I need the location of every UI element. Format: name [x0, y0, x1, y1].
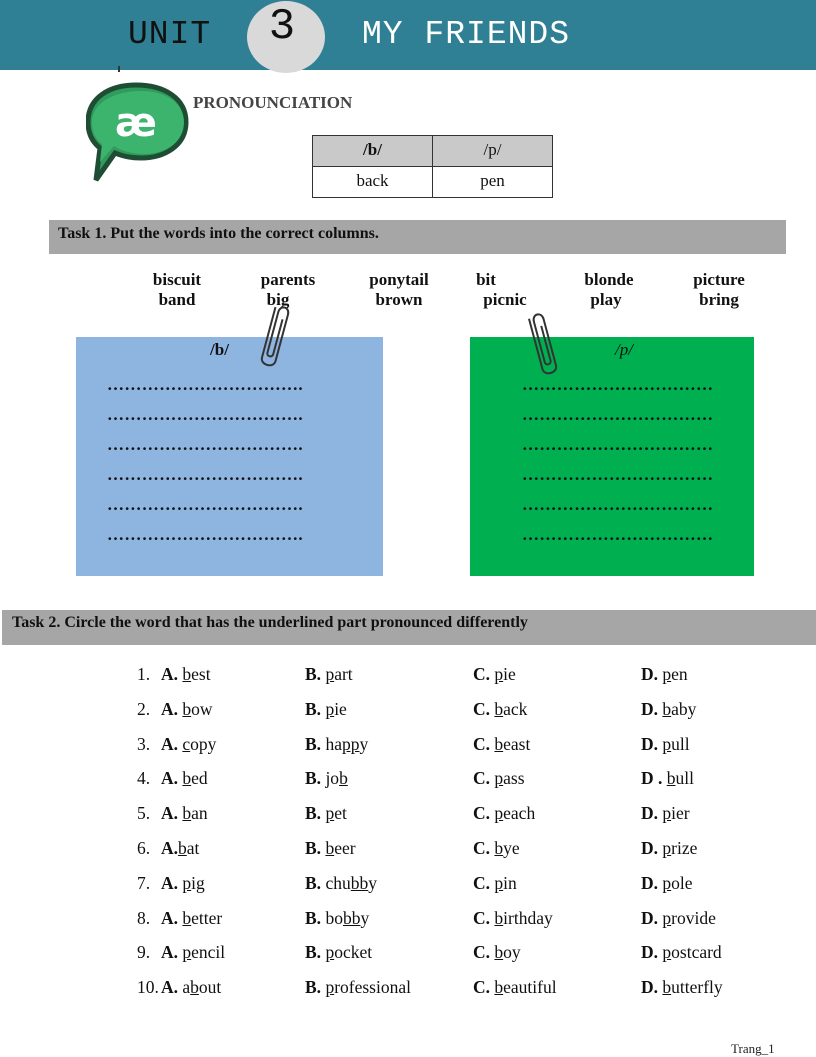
paperclip-icon: [524, 308, 562, 385]
option-letter: C.: [473, 803, 491, 824]
question-number: 7.: [137, 872, 151, 893]
underlined-part: pp: [341, 733, 360, 754]
table-cell-p-example: pen: [433, 167, 553, 198]
underlined-part: b: [182, 664, 192, 684]
word-item: bit: [476, 270, 496, 289]
word-suffix: ole: [671, 872, 693, 893]
option-c[interactable]: [473, 977, 557, 998]
option-letter: D.: [641, 664, 659, 684]
word-suffix: en: [671, 664, 688, 684]
option-letter: A.: [161, 977, 179, 998]
underlined-part: b: [494, 838, 504, 858]
underlined-part: b: [190, 977, 199, 998]
word-suffix: ostcard: [671, 942, 722, 963]
option-a[interactable]: [161, 734, 216, 755]
option-letter: D.: [641, 942, 659, 963]
option-letter: B.: [305, 664, 322, 684]
underlined-part: p: [662, 803, 672, 824]
underlined-part: b: [494, 907, 504, 928]
word-suffix: ed: [191, 768, 208, 789]
option-letter: D.: [641, 838, 659, 858]
underlined-part: b: [182, 768, 192, 789]
sound-example-table: [312, 135, 553, 198]
option-letter: A.: [161, 803, 179, 824]
option-d[interactable]: [641, 803, 690, 824]
answer-blank[interactable]: …………………………….: [107, 435, 304, 454]
underlined-part: p: [494, 803, 504, 824]
option-d[interactable]: [641, 873, 693, 894]
underlined-part: b: [182, 803, 192, 824]
option-letter: C.: [473, 733, 491, 754]
unit-label: UNIT: [128, 16, 212, 53]
question-number: 9.: [137, 942, 151, 963]
word-prefix: bo: [325, 907, 343, 928]
option-b[interactable]: [305, 838, 356, 859]
option-a[interactable]: [161, 977, 221, 998]
question-number: 8.: [137, 907, 151, 928]
option-letter: C.: [473, 872, 491, 893]
option-d[interactable]: [641, 977, 723, 998]
task1-header: [49, 220, 786, 254]
option-letter: B.: [305, 733, 322, 754]
word-suffix: an: [191, 803, 208, 824]
option-c[interactable]: [473, 942, 521, 963]
word-suffix: east: [503, 733, 531, 754]
option-letter: D.: [641, 977, 659, 998]
option-letter: C.: [473, 664, 491, 684]
underlined-part: p: [662, 907, 672, 928]
option-b[interactable]: [305, 942, 372, 963]
underlined-part: b: [325, 838, 335, 858]
underlined-part: bb: [342, 907, 361, 928]
option-a[interactable]: [161, 838, 199, 859]
option-b[interactable]: [305, 699, 347, 720]
option-d[interactable]: [641, 908, 716, 929]
task2-header: [2, 610, 816, 645]
underlined-part: bb: [350, 872, 369, 893]
option-letter: B.: [305, 768, 322, 789]
option-letter: B.: [305, 803, 322, 824]
underlined-part: b: [494, 698, 504, 719]
word-item: biscuit: [152, 270, 202, 289]
word-item: parents: [260, 270, 316, 289]
answer-blank[interactable]: ……………………………: [522, 525, 714, 544]
word-suffix: ie: [503, 664, 516, 684]
word-suffix: est: [191, 664, 211, 684]
word-prefix: chu: [325, 872, 351, 893]
option-letter: D .: [641, 768, 663, 789]
underlined-part: p: [182, 942, 192, 963]
option-b[interactable]: [305, 908, 369, 929]
word-suffix: ye: [503, 838, 520, 858]
word-suffix: irthday: [503, 907, 553, 928]
option-letter: A.: [161, 664, 179, 684]
underlined-part: b: [662, 977, 672, 998]
table-cell-b-example: back: [313, 167, 433, 198]
option-letter: B.: [305, 977, 322, 998]
option-letter: A.: [161, 733, 179, 754]
underlined-part: p: [325, 942, 335, 963]
option-c[interactable]: [473, 908, 553, 929]
unit-banner: [0, 0, 816, 70]
question-number: 1.: [137, 664, 151, 684]
option-letter: B.: [305, 838, 322, 858]
word-prefix: jo: [325, 768, 340, 789]
option-b[interactable]: [305, 803, 347, 824]
underlined-part: p: [662, 733, 672, 754]
word-suffix: ow: [191, 698, 213, 719]
option-b[interactable]: [305, 977, 411, 998]
word-suffix: rofessional: [334, 977, 411, 998]
word-suffix: rovide: [671, 907, 716, 928]
page-label: Trang_1: [731, 1041, 775, 1056]
b-sound-column: [76, 337, 383, 576]
section-title: PRONOUNCIATION: [193, 93, 353, 112]
option-letter: D.: [641, 872, 659, 893]
option-letter: C.: [473, 977, 491, 998]
underlined-part: b: [494, 977, 504, 998]
option-a[interactable]: [161, 768, 208, 789]
answer-blank[interactable]: …………………………….: [107, 495, 304, 514]
table-header-p: /p/: [433, 136, 553, 167]
question-number: 2.: [137, 698, 151, 719]
option-b[interactable]: [305, 768, 348, 789]
option-letter: B.: [305, 907, 322, 928]
question-number: 5.: [137, 803, 151, 824]
word-suffix: y: [360, 907, 370, 928]
table-header-b: /b/: [313, 136, 433, 167]
underlined-part: p: [662, 838, 672, 858]
word-item: blonde: [584, 270, 634, 289]
word-suffix: ig: [191, 872, 205, 893]
underlined-part: p: [325, 803, 335, 824]
underlined-part: p: [182, 872, 192, 893]
option-c[interactable]: [473, 768, 525, 789]
word-item: ponytail: [369, 270, 429, 289]
option-letter: A.: [161, 907, 179, 928]
answer-blank[interactable]: ……………………………: [522, 375, 714, 394]
underlined-part: b: [339, 768, 348, 789]
option-letter: D.: [641, 733, 659, 754]
option-c[interactable]: [473, 838, 520, 859]
option-c[interactable]: [473, 699, 527, 720]
option-c[interactable]: [473, 734, 530, 755]
option-letter: D.: [641, 907, 659, 928]
divider-tick: [118, 66, 120, 72]
underlined-part: b: [182, 907, 192, 928]
answer-blank[interactable]: ……………………………: [522, 465, 714, 484]
word-suffix: ass: [503, 768, 525, 789]
option-letter: B.: [305, 942, 322, 963]
option-letter: A.: [161, 698, 179, 719]
paperclip-icon: [256, 300, 294, 377]
word-suffix: etter: [191, 907, 223, 928]
word-suffix: eautiful: [503, 977, 557, 998]
word-suffix: et: [334, 803, 347, 824]
p-column-label: /p/: [615, 340, 633, 359]
word-suffix: at: [186, 838, 200, 858]
word-suffix: ocket: [334, 942, 373, 963]
b-column-label: /b/: [210, 340, 229, 359]
word-suffix: ier: [671, 803, 690, 824]
option-a[interactable]: [161, 942, 225, 963]
word-suffix: opy: [190, 733, 217, 754]
option-a[interactable]: [161, 699, 213, 720]
underlined-part: p: [494, 664, 504, 684]
option-letter: D.: [641, 698, 659, 719]
word-suffix: eer: [334, 838, 356, 858]
option-d[interactable]: [641, 768, 694, 789]
question-number: 3.: [137, 733, 151, 754]
option-d[interactable]: [641, 942, 722, 963]
option-letter: C.: [473, 907, 491, 928]
option-d[interactable]: [641, 734, 690, 755]
option-letter: C.: [473, 942, 491, 963]
answer-blank[interactable]: ……………………………: [522, 435, 714, 454]
underlined-part: p: [662, 872, 672, 893]
word-prefix: a: [182, 977, 191, 998]
option-letter: B.: [305, 872, 322, 893]
option-letter: D.: [641, 803, 659, 824]
word-item: play: [590, 290, 622, 309]
underlined-part: p: [325, 664, 335, 684]
option-letter: C.: [473, 698, 491, 719]
option-b[interactable]: [305, 734, 368, 755]
word-suffix: oy: [503, 942, 521, 963]
option-letter: A.: [161, 942, 179, 963]
word-suffix: ack: [503, 698, 528, 719]
underlined-part: b: [182, 698, 192, 719]
ae-symbol: æ: [115, 100, 157, 146]
word-suffix: y: [359, 733, 369, 754]
word-suffix: each: [503, 803, 536, 824]
task2-title: Task 2. Circle the word that has the underlined part pronounced differently: [12, 614, 528, 631]
option-d[interactable]: [641, 699, 696, 720]
option-a[interactable]: [161, 803, 208, 824]
option-c[interactable]: [473, 803, 535, 824]
word-suffix: ull: [675, 768, 694, 789]
task1-title: Task 1. Put the words into the correct columns.: [58, 225, 379, 242]
option-d[interactable]: [641, 838, 697, 859]
underlined-part: p: [494, 768, 504, 789]
underlined-part: p: [494, 872, 504, 893]
word-item: picture: [693, 270, 745, 289]
answer-blank[interactable]: …………………………….: [107, 465, 304, 484]
word-suffix: aby: [671, 698, 697, 719]
answer-blank[interactable]: …………………………….: [107, 405, 304, 424]
option-letter: C.: [473, 838, 491, 858]
unit-title: MY FRIENDS: [362, 16, 571, 53]
word-item: picnic: [483, 290, 527, 309]
underlined-part: b: [494, 942, 504, 963]
question-number: 4.: [137, 768, 151, 789]
option-letter: A.: [161, 838, 179, 858]
underlined-part: b: [666, 768, 676, 789]
underlined-part: p: [325, 977, 335, 998]
word-suffix: encil: [191, 942, 226, 963]
option-b[interactable]: [305, 873, 377, 894]
underlined-part: p: [662, 664, 672, 684]
word-item: bring: [699, 290, 739, 309]
option-a[interactable]: [161, 664, 211, 685]
word-item: brown: [375, 290, 423, 309]
phonetics-speech-bubble-icon: [86, 82, 201, 192]
word-suffix: art: [334, 664, 353, 684]
option-a[interactable]: [161, 873, 205, 894]
option-c[interactable]: [473, 664, 516, 685]
underlined-part: p: [325, 698, 335, 719]
word-item: band: [158, 290, 196, 309]
word-suffix: ie: [334, 698, 347, 719]
option-c[interactable]: [473, 873, 517, 894]
answer-blank[interactable]: ……………………………: [522, 495, 714, 514]
word-suffix: y: [368, 872, 377, 893]
underlined-part: b: [178, 838, 187, 858]
word-suffix: in: [503, 872, 517, 893]
p-sound-column: [470, 337, 754, 576]
word-suffix: utterfly: [671, 977, 723, 998]
option-letter: A.: [161, 768, 179, 789]
underlined-part: b: [494, 733, 504, 754]
word-prefix: ha: [325, 733, 342, 754]
option-a[interactable]: [161, 908, 222, 929]
question-number: 6.: [137, 838, 151, 858]
option-letter: A.: [161, 872, 179, 893]
underlined-part: p: [662, 942, 672, 963]
option-letter: C.: [473, 768, 491, 789]
word-suffix: rize: [671, 838, 698, 858]
word-suffix: out: [198, 977, 222, 998]
question-number: 10.: [137, 977, 159, 998]
unit-number: 3: [268, 2, 296, 52]
word-item: big: [266, 290, 290, 309]
underlined-part: b: [662, 698, 672, 719]
option-d[interactable]: [641, 664, 688, 685]
option-letter: B.: [305, 698, 322, 719]
underlined-part: c: [182, 733, 191, 754]
answer-blank[interactable]: …………………………….: [107, 525, 304, 544]
option-b[interactable]: [305, 664, 353, 685]
word-suffix: ull: [671, 733, 690, 754]
answer-blank[interactable]: …………………………….: [107, 375, 304, 394]
answer-blank[interactable]: ……………………………: [522, 405, 714, 424]
